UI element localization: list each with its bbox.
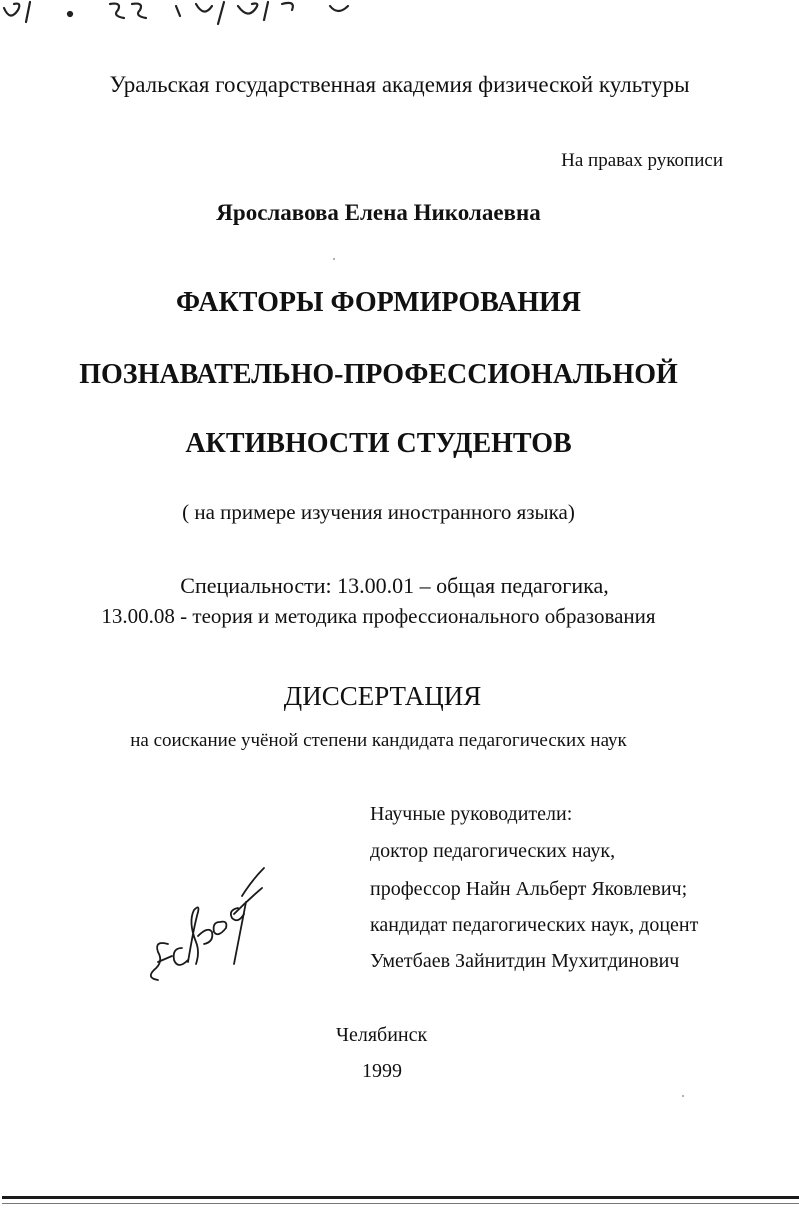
advisors-heading: Научные руководители: (370, 803, 573, 825)
scan-speck (682, 1095, 684, 1097)
title-line-1: ФАКТОРЫ ФОРМИРОВАНИЯ (175, 287, 582, 318)
bottom-rule (2, 1196, 799, 1199)
author-name: Ярославова Елена Николаевна (216, 200, 541, 225)
advisor-2-degree: кандидат педагогических наук, доцент (370, 914, 699, 936)
title-line-2: ПОЗНАВАТЕЛЬНО-ПРОФЕССИОНАЛЬНОЙ (79, 359, 678, 390)
advisor-2-name: Уметбаев Зайнитдин Мухитдинович (370, 950, 680, 972)
city-name: Челябинск (336, 1024, 428, 1046)
handwritten-reference-scribble (0, 0, 360, 30)
year: 1999 (362, 1060, 402, 1082)
subtitle: ( на примере изучения иностранного языка) (182, 500, 575, 524)
bottom-rule-shadow (2, 1203, 799, 1204)
advisor-1-degree: доктор педагогических наук, (370, 840, 616, 862)
degree-line: на соискание учёной степени кандидата педагогических наук (130, 730, 627, 751)
advisor-1-name: профессор Найн Альберт Яковлевич; (370, 878, 688, 900)
scan-speck (333, 258, 335, 260)
signature-scribble (138, 852, 278, 992)
specialties-line-2: 13.00.08 - теория и методика профессионального образования (101, 604, 656, 628)
specialties-line-1: Специальности: 13.00.01 – общая педагогика, (180, 573, 609, 598)
document-type: ДИССЕРТАЦИЯ (283, 681, 482, 711)
institution-name: Уральская государственная академия физической культуры (109, 72, 690, 97)
manuscript-rights-note: На правах рукописи (561, 150, 723, 171)
title-line-3: АКТИВНОСТИ СТУДЕНТОВ (185, 428, 572, 459)
